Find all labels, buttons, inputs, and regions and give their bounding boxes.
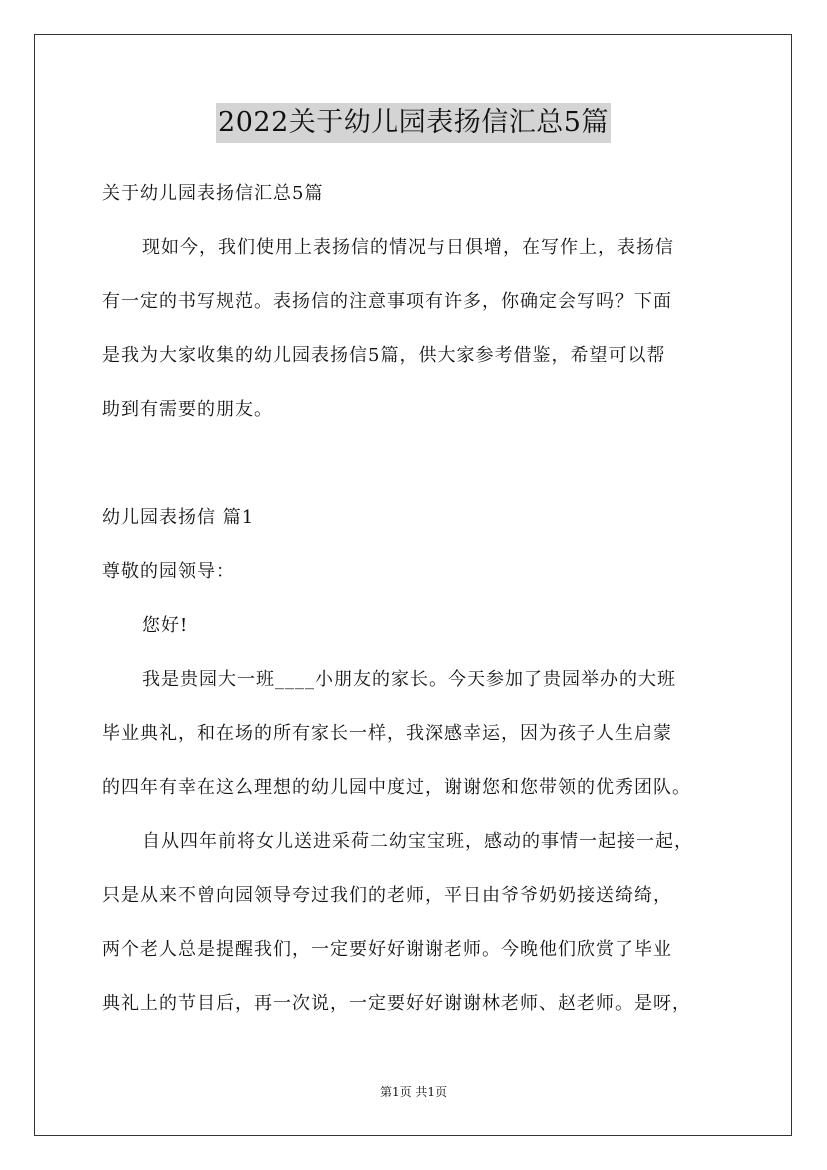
intro-line-3: 是我为大家收集的幼儿园表扬信5篇，供大家参考借鉴，希望可以帮 [102,345,666,366]
title-container [0,103,827,143]
body-line-6: 两个老人总是提醒我们，一定要好好谢谢老师。今晚他们欣赏了毕业 [102,939,672,960]
document-title: 2022关于幼儿园表扬信汇总5篇 [216,103,611,143]
section-heading: 幼儿园表扬信 篇1 [102,507,255,528]
greeting: 您好! [142,615,189,636]
salutation: 尊敬的园领导： [102,561,235,582]
body-line-5: 只是从来不曾向园领导夸过我们的老师，平日由爷爷奶奶接送绮绮， [102,885,672,906]
document-subtitle: 关于幼儿园表扬信汇总5篇 [102,183,324,204]
body-line-3: 的四年有幸在这么理想的幼儿园中度过，谢谢您和您带领的优秀团队。 [102,777,691,798]
intro-line-1: 现如今，我们使用上表扬信的情况与日俱增，在写作上，表扬信 [142,237,674,258]
body-line-1: 我是贵园大一班____小朋友的家长。今天参加了贵园举办的大班 [142,669,676,690]
body-line-2: 毕业典礼，和在场的所有家长一样，我深感幸运，因为孩子人生启蒙 [102,723,672,744]
page-footer: 第1页 共1页 [379,1085,448,1099]
body-line-4: 自从四年前将女儿送进采荷二幼宝宝班，感动的事情一起接一起， [142,831,693,852]
intro-line-4: 助到有需要的朋友。 [102,399,273,420]
intro-line-2: 有一定的书写规范。表扬信的注意事项有许多，你确定会写吗？下面 [102,291,672,312]
body-line-7: 典礼上的节目后，再一次说，一定要好好谢谢林老师、赵老师。是呀， [102,993,691,1014]
